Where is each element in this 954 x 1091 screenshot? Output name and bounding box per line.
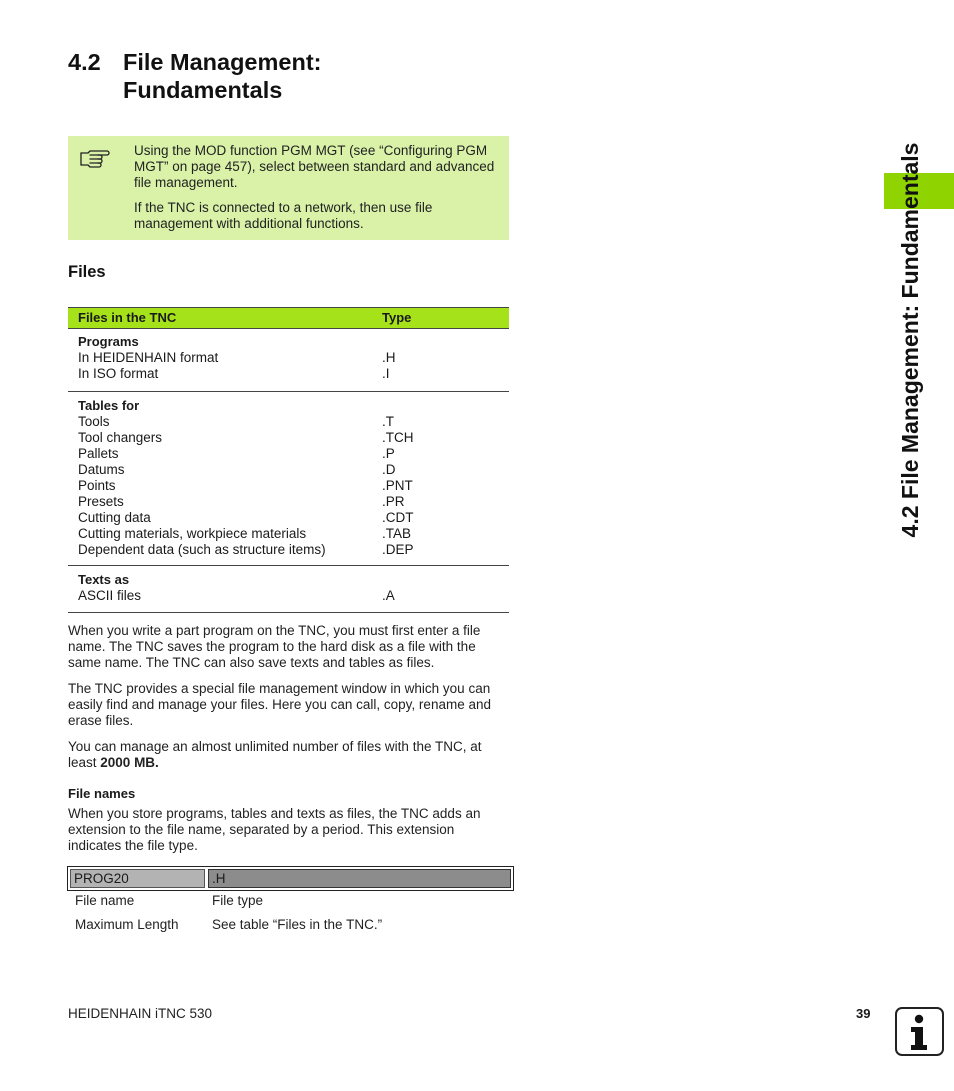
table-row — [68, 414, 509, 430]
table-row — [68, 494, 509, 510]
file-kind: Pallets — [78, 446, 119, 461]
title-line-1: File Management: — [123, 49, 322, 75]
file-kind: Datums — [78, 462, 125, 477]
file-kind: Tools — [78, 414, 110, 429]
file-ext: .CDT — [382, 510, 414, 525]
paragraph — [68, 739, 509, 771]
file-ext: .TAB — [382, 526, 412, 541]
side-heading: 4.2 File Management: Fundamentals — [897, 142, 923, 538]
subheading: File names — [68, 786, 136, 801]
files-table — [68, 307, 509, 613]
table-row — [68, 350, 509, 366]
section-heading: Files — [68, 263, 106, 281]
table-row — [68, 510, 509, 526]
extension-field: .H — [208, 869, 511, 888]
filename-example — [67, 866, 514, 891]
group-title: Tables for — [78, 398, 140, 413]
paragraph: The TNC provides a special file management window in which you can easily find and manage your files. Here you can call, copy, rename and erase files. — [68, 681, 491, 728]
file-kind: Presets — [78, 494, 124, 509]
table-row — [68, 526, 509, 542]
file-kind: ASCII files — [78, 588, 142, 603]
file-ext: .H — [382, 350, 396, 365]
label-see-table: See table “Files in the TNC.” — [212, 917, 383, 932]
file-ext: .P — [382, 446, 395, 461]
table-row — [68, 446, 509, 462]
file-ext: .D — [382, 462, 396, 477]
paragraph-text: You can manage an almost unlimited number of files with the TNC, at least — [68, 739, 482, 770]
paragraph: When you write a part program on the TNC, you must first enter a file name. The TNC saves the program to the hard disk as a file with the same name. The TNC can also save texts and tables as files. — [68, 623, 481, 670]
file-ext: .A — [382, 588, 395, 603]
file-kind: Dependent data (such as structure items) — [78, 542, 326, 557]
label-max-length: Maximum Length — [75, 917, 179, 932]
section-number: 4.2 — [68, 49, 101, 75]
file-ext: .DEP — [382, 542, 414, 557]
file-kind: In ISO format — [78, 366, 159, 381]
table-header — [68, 307, 509, 329]
file-kind: Cutting data — [78, 510, 151, 525]
group-title-row — [68, 334, 509, 350]
table-row — [68, 542, 509, 558]
table-row — [68, 430, 509, 446]
table-row — [68, 588, 509, 604]
file-kind: Cutting materials, workpiece materials — [78, 526, 307, 541]
file-kind: Points — [78, 478, 116, 493]
group-programs — [68, 329, 509, 392]
pointing-hand-icon — [78, 144, 112, 172]
file-kind: In HEIDENHAIN format — [78, 350, 219, 365]
group-title-row — [68, 398, 509, 414]
note-paragraph-2: If the TNC is connected to a network, then use file management with additional functions. — [134, 200, 433, 231]
header-files: Files in the TNC — [78, 310, 177, 325]
page-number: 39 — [856, 1006, 871, 1021]
note-paragraph-1: Using the MOD function PGM MGT (see “Configuring PGM MGT” on page 457), select between standard and advanced file management. — [134, 143, 495, 190]
file-kind: Tool changers — [78, 430, 163, 445]
title-line-2: Fundamentals — [123, 77, 283, 103]
group-title: Programs — [78, 334, 139, 349]
paragraph: When you store programs, tables and texts as files, the TNC adds an extension to the file name, separated by a period. This extension indicates the file type. — [68, 806, 481, 853]
table-row — [68, 478, 509, 494]
footer-text: HEIDENHAIN iTNC 530 — [68, 1006, 213, 1021]
label-file-type: File type — [212, 893, 264, 908]
table-row — [68, 366, 509, 382]
file-ext: .T — [382, 414, 394, 429]
file-ext: .PR — [382, 494, 405, 509]
group-title-row — [68, 572, 509, 588]
group-title: Texts as — [78, 572, 130, 587]
info-icon — [895, 1007, 944, 1056]
table-row — [68, 462, 509, 478]
paragraph-bold: 2000 MB. — [100, 755, 159, 770]
side-heading-wrap — [896, 142, 924, 538]
header-type: Type — [382, 310, 412, 325]
file-ext: .TCH — [382, 430, 414, 445]
file-ext: .PNT — [382, 478, 413, 493]
group-texts — [68, 566, 509, 613]
filename-field: PROG20 — [70, 869, 205, 888]
note-box — [68, 136, 509, 240]
label-file-name: File name — [75, 893, 135, 908]
file-ext: .I — [382, 366, 390, 381]
group-tables — [68, 392, 509, 566]
